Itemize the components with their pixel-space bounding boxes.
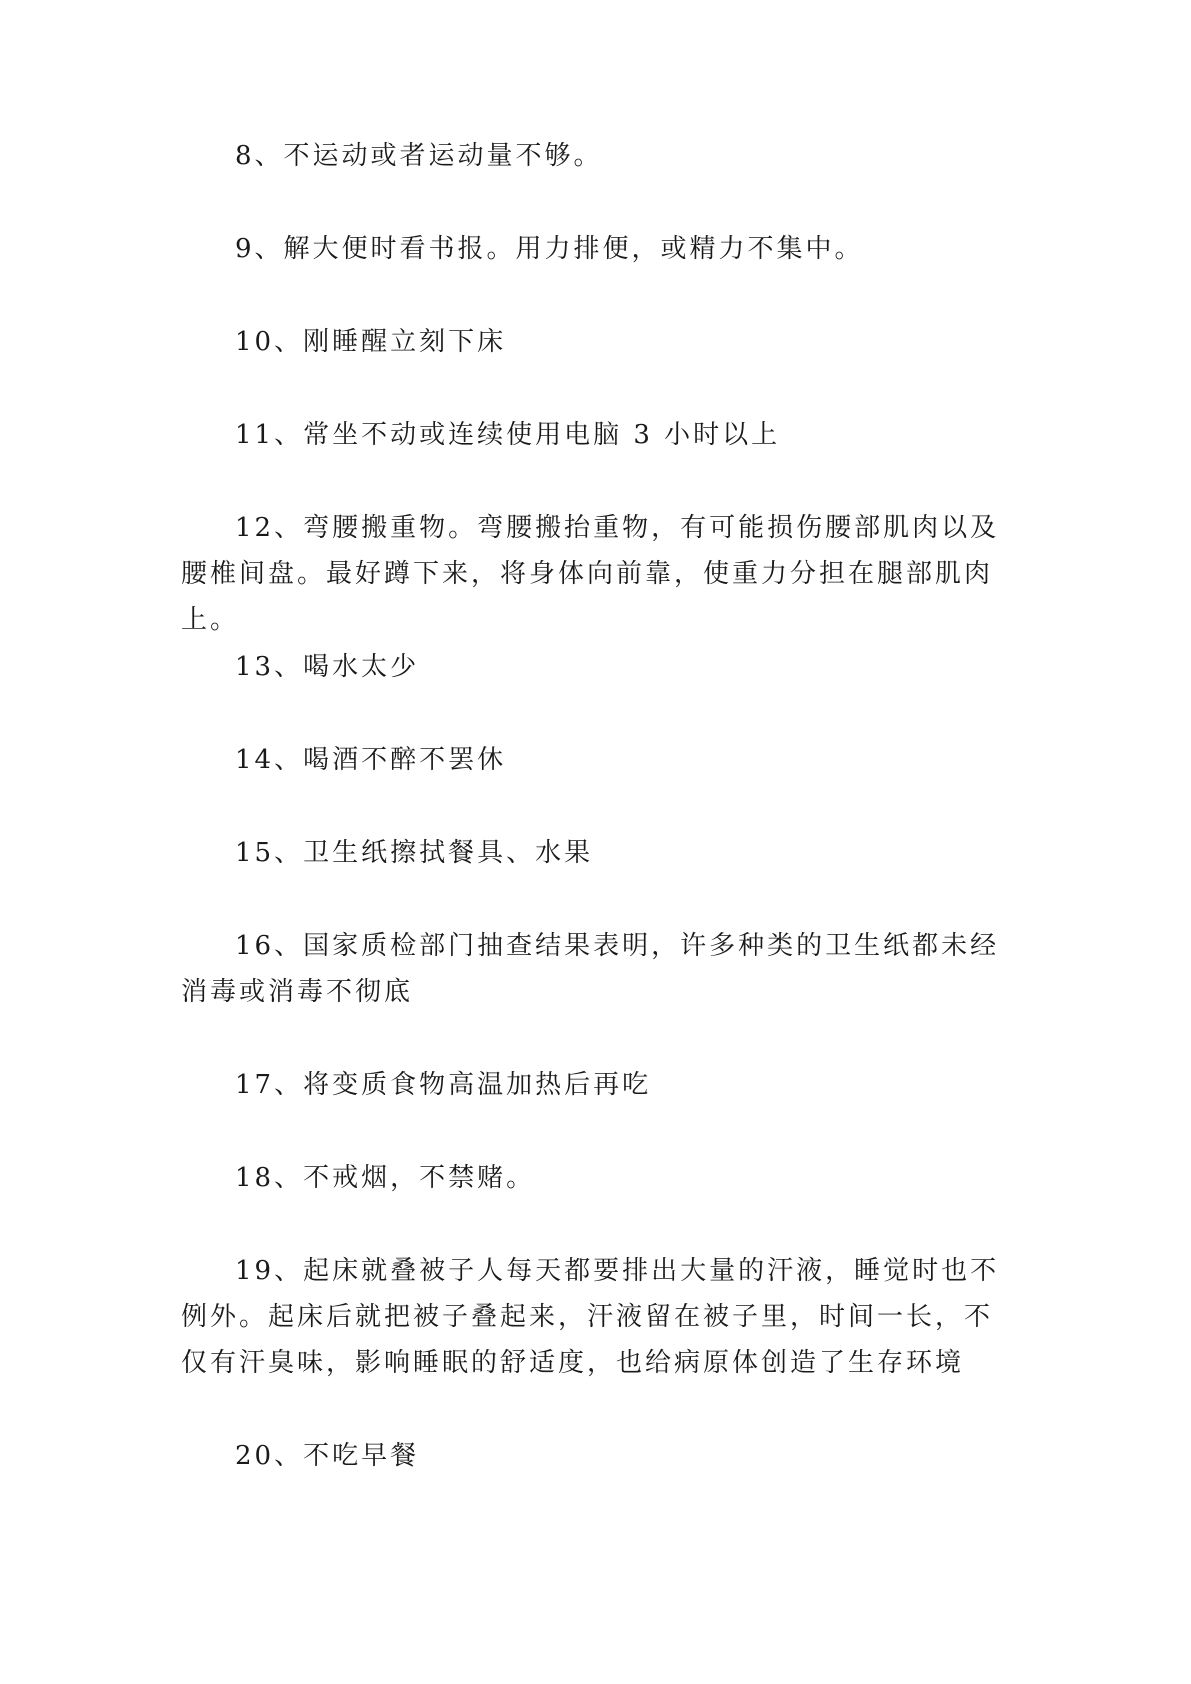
list-item-12: 12、弯腰搬重物。弯腰搬抬重物，有可能损伤腰部肌肉以及腰椎间盘。最好蹲下来，将身体向前靠，使重力分担在腿部肌肉上。 <box>181 513 1000 635</box>
list-item-13: 13、喝水太少 <box>235 652 420 682</box>
list-item-20: 20、不吃早餐 <box>235 1441 420 1471</box>
list-item-9: 9、解大便时看书报。用力排便，或精力不集中。 <box>235 234 864 264</box>
list-item-14: 14、喝酒不醉不罢休 <box>235 745 507 775</box>
list-item-17: 17、将变质食物高温加热后再吃 <box>235 1070 652 1100</box>
list-item-11: 11、常坐不动或连续使用电脑 3 小时以上 <box>235 420 781 450</box>
list-item-18: 18、不戒烟，不禁赌。 <box>235 1163 536 1193</box>
list-item-15: 15、卫生纸擦拭餐具、水果 <box>235 838 594 868</box>
list-item-16: 16、国家质检部门抽查结果表明，许多种类的卫生纸都未经消毒或消毒不彻底 <box>181 931 1000 1007</box>
list-item-8: 8、不运动或者运动量不够。 <box>235 141 603 171</box>
list-item-10: 10、刚睡醒立刻下床 <box>235 327 507 357</box>
list-item-19: 19、起床就叠被子人每天都要排出大量的汗液，睡觉时也不例外。起床后就把被子叠起来，汗液留在被子里，时间一长，不仅有汗臭味，影响睡眠的舒适度，也给病原体创造了生存环境 <box>181 1256 1000 1378</box>
